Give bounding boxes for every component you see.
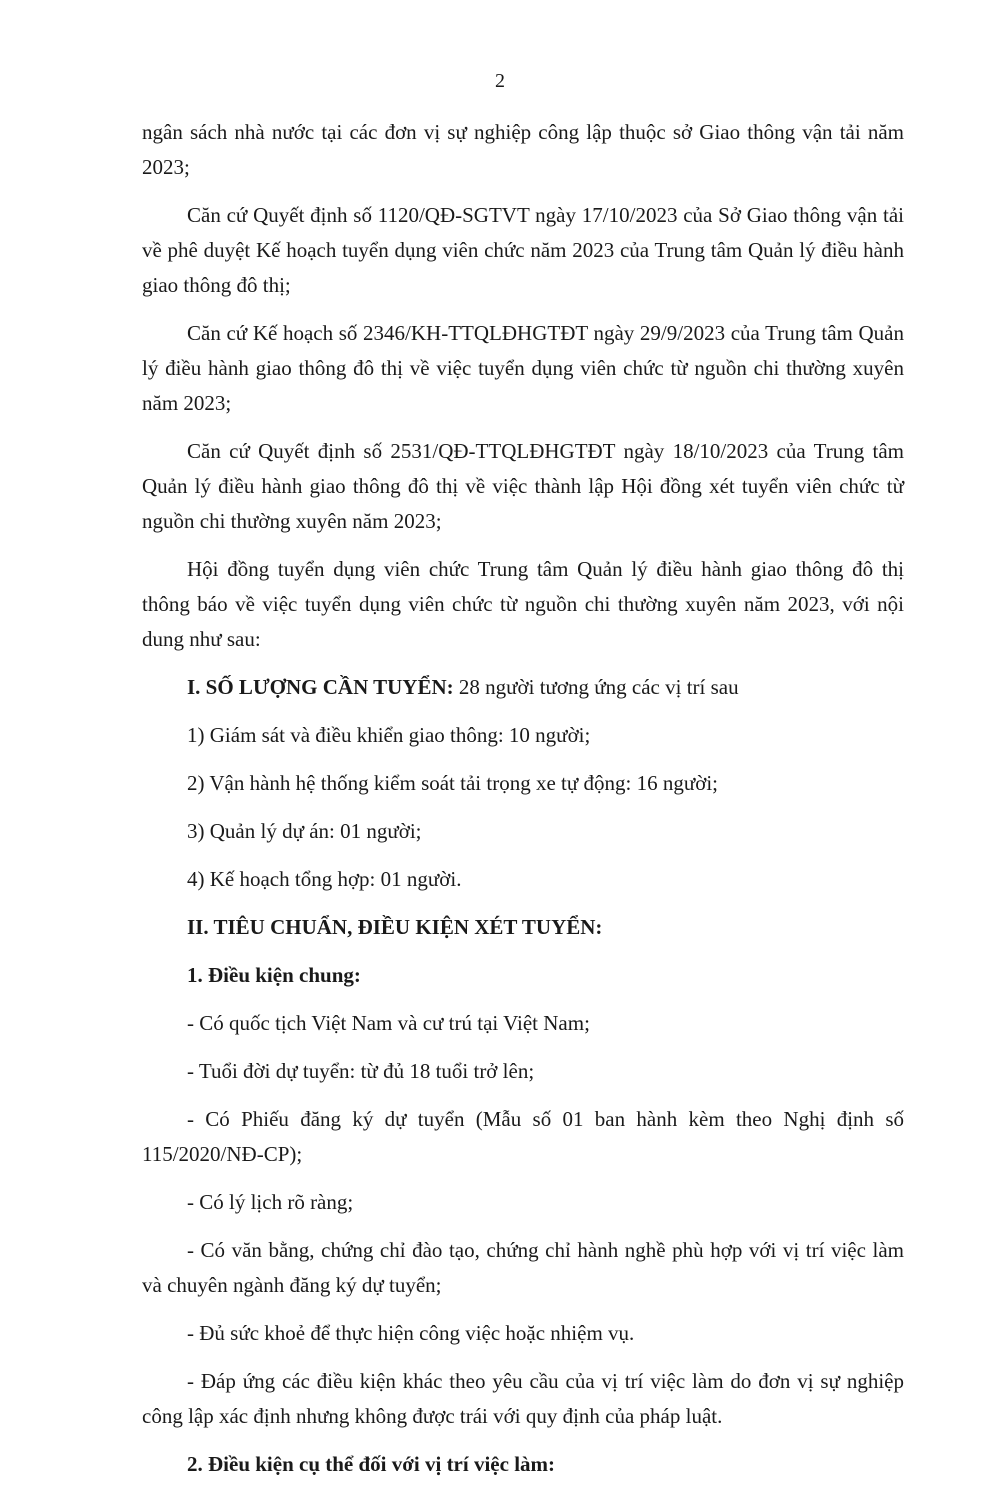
paragraph-legal-basis-1: Căn cứ Quyết định số 1120/QĐ-SGTVT ngày 17/10/2023 của Sở Giao thông vận tải về phê duyệt Kế hoạch tuyển dụng viên chức năm 2023 của Trung tâm Quản lý điều hành giao thông đô thị; [142,203,904,297]
condition-item: - Có văn bằng, chứng chỉ đào tạo, chứng chỉ hành nghề phù hợp với vị trí việc làm và chuyên ngành đăng ký dự tuyển; [142,1238,904,1297]
condition-item: - Đáp ứng các điều kiện khác theo yêu cầu của vị trí việc làm do đơn vị sự nghiệp công lập xác định nhưng không được trái với quy định của pháp luật. [142,1369,904,1428]
condition-item: - Tuổi đời dự tuyển: từ đủ 18 tuổi trở lên; [187,1059,535,1083]
paragraph-announcement: Hội đồng tuyển dụng viên chức Trung tâm Quản lý điều hành giao thông đô thị thông báo về việc tuyển dụng viên chức từ nguồn chi thường xuyên năm 2023, với nội dung như sau: [142,557,904,651]
section-1-heading-rest: 28 người tương ứng các vị trí sau [453,675,739,699]
position-item: 2) Vận hành hệ thống kiểm soát tải trọng xe tự động: 16 người; [187,771,718,795]
paragraph-legal-basis-2: Căn cứ Kế hoạch số 2346/KH-TTQLĐHGTĐT ngày 29/9/2023 của Trung tâm Quản lý điều hành giao thông đô thị về việc tuyển dụng viên chức từ nguồn chi thường xuyên năm 2023; [142,321,904,415]
subsection-general-conditions: 1. Điều kiện chung: [187,963,361,987]
position-item: 3) Quản lý dự án: 01 người; [187,819,422,843]
document-body [142,115,904,1495]
condition-item: - Đủ sức khoẻ để thực hiện công việc hoặc nhiệm vụ. [187,1321,635,1345]
condition-item: - Có lý lịch rõ ràng; [187,1190,354,1214]
page-number: 2 [495,70,505,92]
position-item: 4) Kế hoạch tổng hợp: 01 người. [187,867,462,891]
condition-item: - Có quốc tịch Việt Nam và cư trú tại Việt Nam; [187,1011,590,1035]
subsection-specific-conditions: 2. Điều kiện cụ thể đối với vị trí việc làm: [187,1452,556,1476]
section-1-heading-line [142,670,904,705]
condition-item: - Có Phiếu đăng ký dự tuyển (Mẫu số 01 ban hành kèm theo Nghị định số 115/2020/NĐ-CP); [142,1107,904,1166]
section-1-heading: I. SỐ LƯỢNG CẦN TUYỂN: [187,675,454,699]
position-item: 1) Giám sát và điều khiển giao thông: 10 người; [187,723,591,747]
paragraph-legal-basis-3: Căn cứ Quyết định số 2531/QĐ-TTQLĐHGTĐT ngày 18/10/2023 của Trung tâm Quản lý điều hành giao thông đô thị về việc thành lập Hội đồng xét tuyển viên chức từ nguồn chi thường xuyên năm 2023; [142,439,904,533]
paragraph-continuation: ngân sách nhà nước tại các đơn vị sự nghiệp công lập thuộc sở Giao thông vận tải năm 2023; [142,120,904,179]
section-2-heading: II. TIÊU CHUẨN, ĐIỀU KIỆN XÉT TUYỂN: [187,915,603,939]
